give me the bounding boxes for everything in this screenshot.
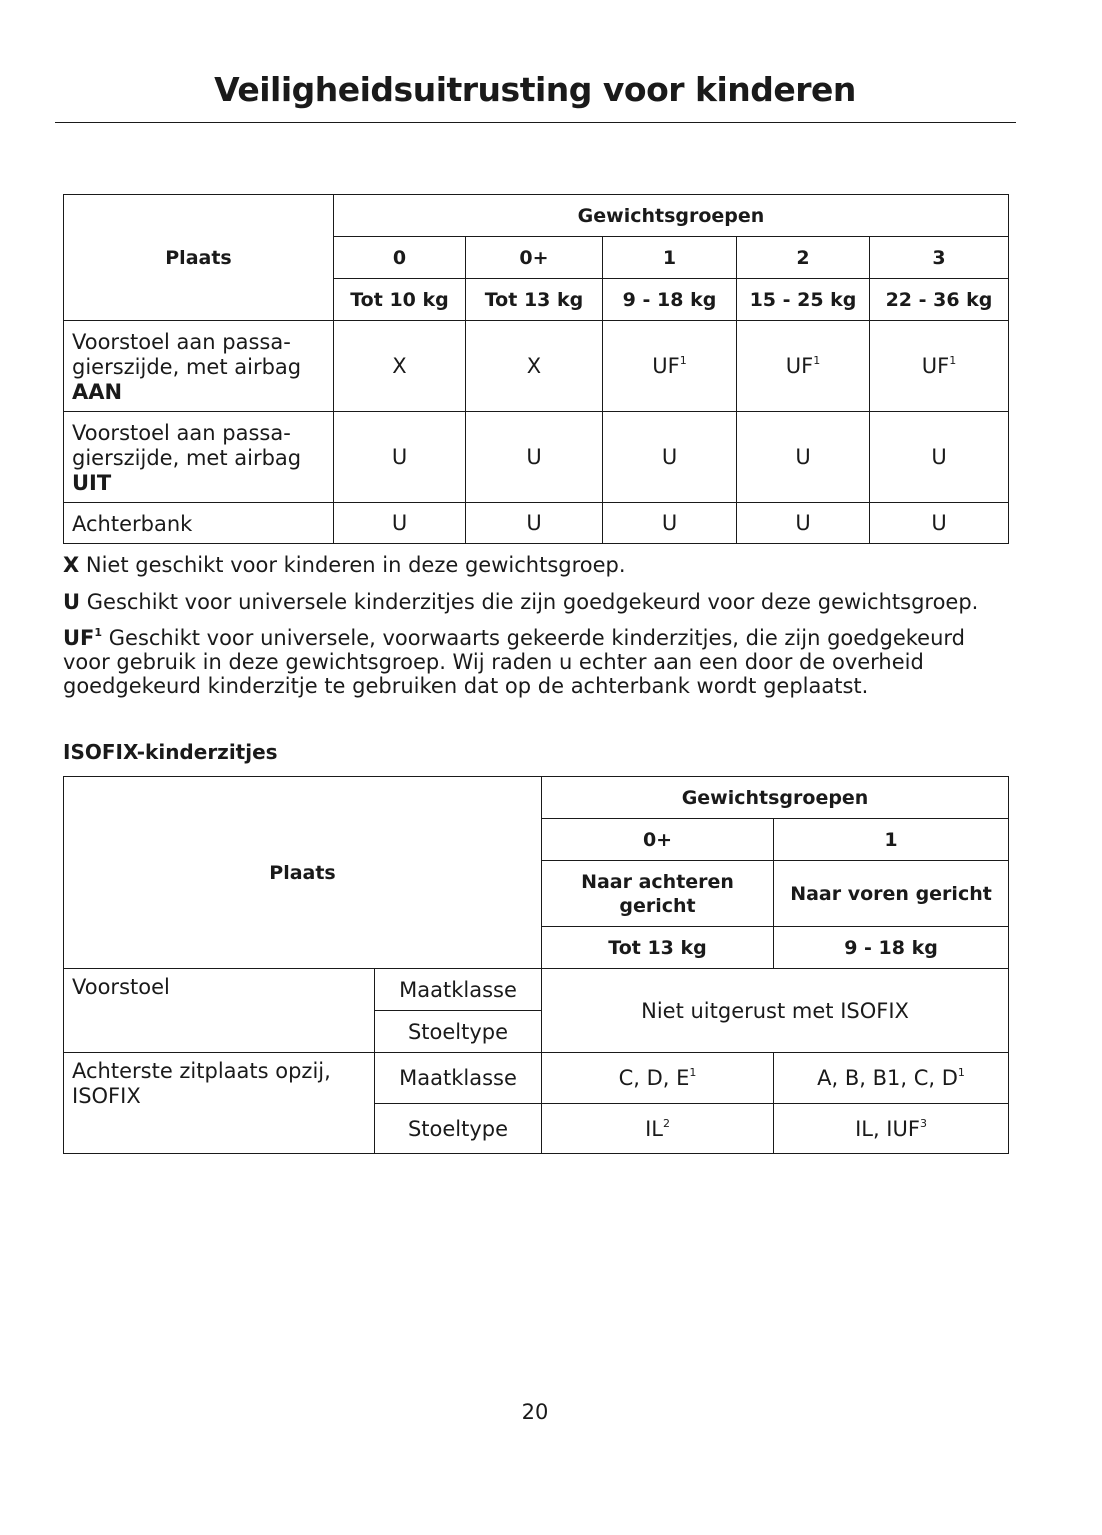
isofix-heading: ISOFIX-kinderzitjes (63, 740, 278, 764)
direction-cell: Naar voren gericht (774, 861, 1009, 927)
weight-cell: 9 - 18 kg (774, 927, 1009, 969)
table-row (64, 412, 1009, 503)
gewichtsgroepen-header: Gewichtsgroepen (334, 195, 1009, 237)
value-cell: $UF^1$ (603, 321, 737, 412)
value-cell: U (603, 412, 737, 503)
value-cell: C, D, $E^1$ (542, 1053, 774, 1104)
page-title: Veiligheidsuitrusting voor kinderen (214, 70, 856, 109)
row-label: Voorstoel aan passa-gierszijde, met airbag UIT (64, 412, 334, 503)
value-cell: U (870, 503, 1009, 544)
weight-cell: Tot 10 kg (334, 279, 466, 321)
row-label: Achterste zitplaats opzij, ISOFIX (64, 1053, 375, 1154)
value-cell: U (466, 412, 603, 503)
gewichtsgroepen-header: Gewichtsgroepen (542, 777, 1009, 819)
weight-cell: Tot 13 kg (466, 279, 603, 321)
stoeltype-cell: Stoeltype (375, 1011, 542, 1053)
table-row (64, 969, 1009, 1011)
row-label: Voorstoel aan passa-gierszijde, met airbag AAN (64, 321, 334, 412)
direction-cell: Naar achteren gericht (542, 861, 774, 927)
group-cell: 0 (334, 237, 466, 279)
table-row (64, 1053, 1009, 1104)
weight-cell: 15 - 25 kg (737, 279, 870, 321)
row-label: Voorstoel (64, 969, 375, 1053)
isofix-table (63, 776, 1009, 1154)
group-cell: 0+ (542, 819, 774, 861)
value-cell: U (334, 412, 466, 503)
weight-group-table (63, 194, 1009, 544)
value-cell: U (737, 412, 870, 503)
legend-uf: $UF^1$ Geschikt voor universele, voorwaarts gekeerde kinderzitjes, die zijn goedgekeurd voor gebruik in deze gewichtsgroep. Wij raden u echter aan een door de overheid goedgekeurd kinderzitje te gebruiken dat op de achterbank wordt geplaatst. (63, 626, 966, 698)
weight-cell: 22 - 36 kg (870, 279, 1009, 321)
group-cell: 2 (737, 237, 870, 279)
plaats-header: Plaats (64, 195, 334, 321)
page-number: 20 (521, 1400, 549, 1424)
value-cell: $UF^1$ (870, 321, 1009, 412)
value-cell: U (603, 503, 737, 544)
value-cell: X (334, 321, 466, 412)
stoeltype-cell: Stoeltype (375, 1104, 542, 1154)
table-row (64, 503, 1009, 544)
legend-u: U Geschikt voor universele kinderzitjes die zijn goedgekeurd voor deze gewichtsgroep. (63, 590, 979, 614)
group-cell: 1 (774, 819, 1009, 861)
value-cell: U (466, 503, 603, 544)
legend-x: X Niet geschikt voor kinderen in deze gewichtsgroep. (63, 553, 626, 577)
value-cell: Niet uitgerust met ISOFIX (542, 969, 1009, 1053)
value-cell: $IL^2$ (542, 1104, 774, 1154)
value-cell: U (334, 503, 466, 544)
value-cell: X (466, 321, 603, 412)
value-cell: IL, IUF$^3$ (774, 1104, 1009, 1154)
value-cell: $UF^1$ (737, 321, 870, 412)
value-cell: A, B, B1, C, $D^1$ (774, 1053, 1009, 1104)
group-cell: 1 (603, 237, 737, 279)
value-cell: U (870, 412, 1009, 503)
title-divider (55, 122, 1016, 123)
maatklasse-cell: Maatklasse (375, 969, 542, 1011)
weight-cell: 9 - 18 kg (603, 279, 737, 321)
plaats-header: Plaats (64, 777, 542, 969)
group-cell: 3 (870, 237, 1009, 279)
value-cell: U (737, 503, 870, 544)
maatklasse-cell: Maatklasse (375, 1053, 542, 1104)
weight-cell: Tot 13 kg (542, 927, 774, 969)
row-label: Achterbank (64, 503, 334, 544)
table-row (64, 321, 1009, 412)
group-cell: 0+ (466, 237, 603, 279)
